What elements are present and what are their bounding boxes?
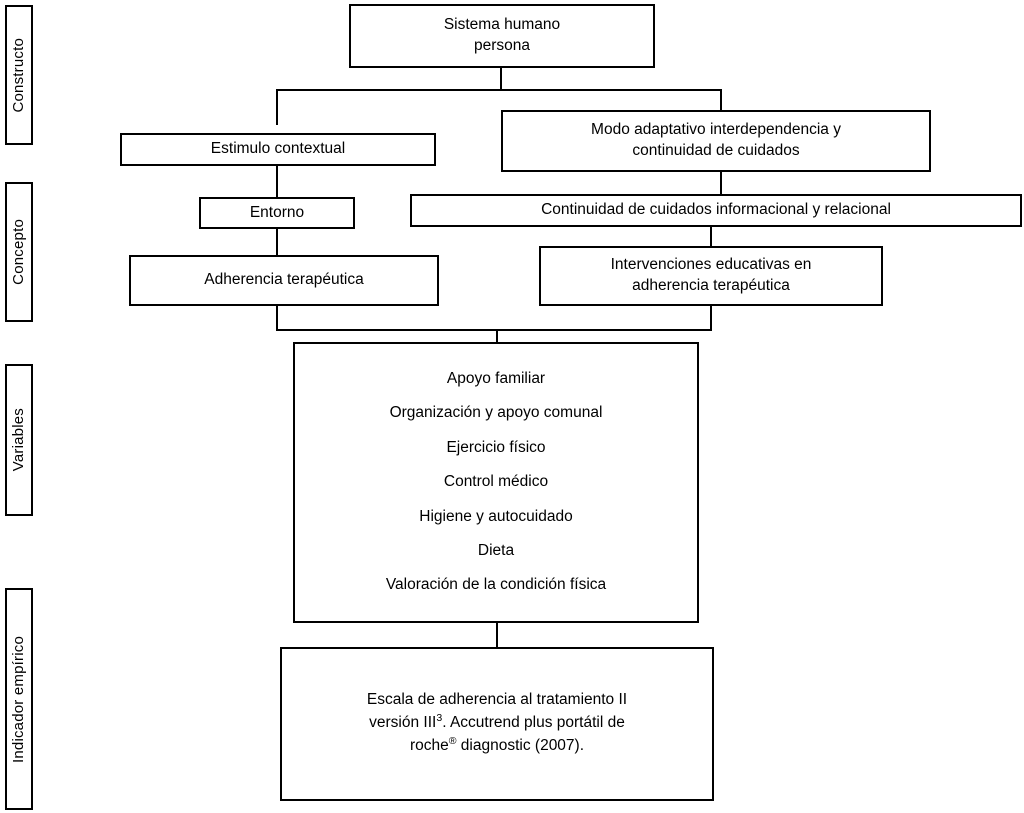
- node-modo-adaptativo-line2: continuidad de cuidados: [632, 142, 800, 159]
- connector-estimulo-to-entorno: [276, 165, 278, 197]
- level-label-concepto-text: Concepto: [9, 219, 27, 285]
- variable-item-valoracion-condicion-fisica: Valoración de la condición física: [385, 576, 607, 594]
- node-adherencia-terapeutica: [129, 255, 439, 306]
- connector-adherencia-down: [276, 306, 278, 331]
- variable-item-higiene-autocuidado: Higiene y autocuidado: [419, 507, 573, 525]
- connector-continuidad-to-intervenciones: [710, 227, 712, 246]
- node-estimulo-contextual: [120, 133, 436, 166]
- node-entorno: [199, 197, 355, 229]
- indicador-line-2-text-b: . Accutrend plus portátil de: [442, 714, 625, 732]
- connector-bus-concepto: [276, 329, 712, 331]
- registered-mark-icon: ®: [448, 735, 457, 748]
- node-modo-adaptativo-line1: Modo adaptativo interdependencia y: [591, 121, 841, 139]
- connector-bus-to-estimulo: [276, 89, 278, 125]
- connector-sistema-down: [500, 68, 502, 90]
- node-adherencia-terapeutica-line1: Adherencia terapéutica: [204, 271, 364, 289]
- variable-item-apoyo-familiar: Apoyo familiar: [446, 369, 546, 387]
- node-continuidad-cuidados: [410, 194, 1022, 227]
- level-label-indicador-empirico: [5, 588, 33, 810]
- node-intervenciones-educativas-line2: adherencia terapéutica: [632, 277, 790, 294]
- node-estimulo-contextual-line1: Estimulo contextual: [210, 140, 346, 158]
- connector-bus-to-modo: [720, 89, 722, 111]
- node-sistema-humano-line2: persona: [473, 37, 530, 54]
- node-sistema-humano-line1: Sistema humano: [443, 16, 561, 34]
- node-variables-list: [293, 342, 699, 623]
- level-label-variables-text: Variables: [9, 408, 27, 472]
- indicador-line-2: [290, 711, 704, 734]
- level-label-constructo-text: Constructo: [9, 37, 27, 113]
- level-label-constructo: [5, 5, 33, 145]
- variable-item-control-medico: Control médico: [443, 473, 549, 491]
- connector-bus-to-variables: [496, 329, 498, 343]
- node-sistema-humano: [349, 4, 655, 68]
- node-entorno-line1: Entorno: [249, 203, 305, 221]
- node-intervenciones-educativas-line1: Intervenciones educativas en: [610, 256, 812, 274]
- variable-item-organizacion-apoyo-comunal: Organización y apoyo comunal: [389, 404, 603, 422]
- level-label-concepto: [5, 182, 33, 322]
- connector-entorno-to-adherencia: [276, 229, 278, 255]
- node-indicador-empirico: [280, 647, 714, 801]
- level-label-indicador-empirico-text: Indicador empírico: [9, 635, 27, 763]
- connector-bus-constructo: [276, 89, 722, 91]
- indicador-line-3: [290, 734, 704, 757]
- indicador-line-3-text-b: diagnostic (2007).: [456, 737, 585, 755]
- connector-modo-to-continuidad: [720, 172, 722, 194]
- node-intervenciones-educativas: [539, 246, 883, 306]
- level-label-variables: [5, 364, 33, 516]
- indicador-line-2-text: versión III: [369, 714, 437, 732]
- indicador-line-1: Escala de adherencia al tratamiento II: [366, 691, 628, 709]
- connector-variables-to-indicador: [496, 623, 498, 648]
- variable-item-ejercicio-fisico: Ejercicio físico: [446, 438, 546, 456]
- indicador-footnote-marker: 3: [436, 712, 443, 725]
- node-modo-adaptativo: [501, 110, 931, 172]
- connector-intervenciones-down: [710, 306, 712, 331]
- variable-item-dieta: Dieta: [477, 542, 515, 560]
- indicador-line-3-text: roche: [409, 737, 449, 755]
- node-continuidad-cuidados-line1: Continuidad de cuidados informacional y relacional: [541, 201, 891, 219]
